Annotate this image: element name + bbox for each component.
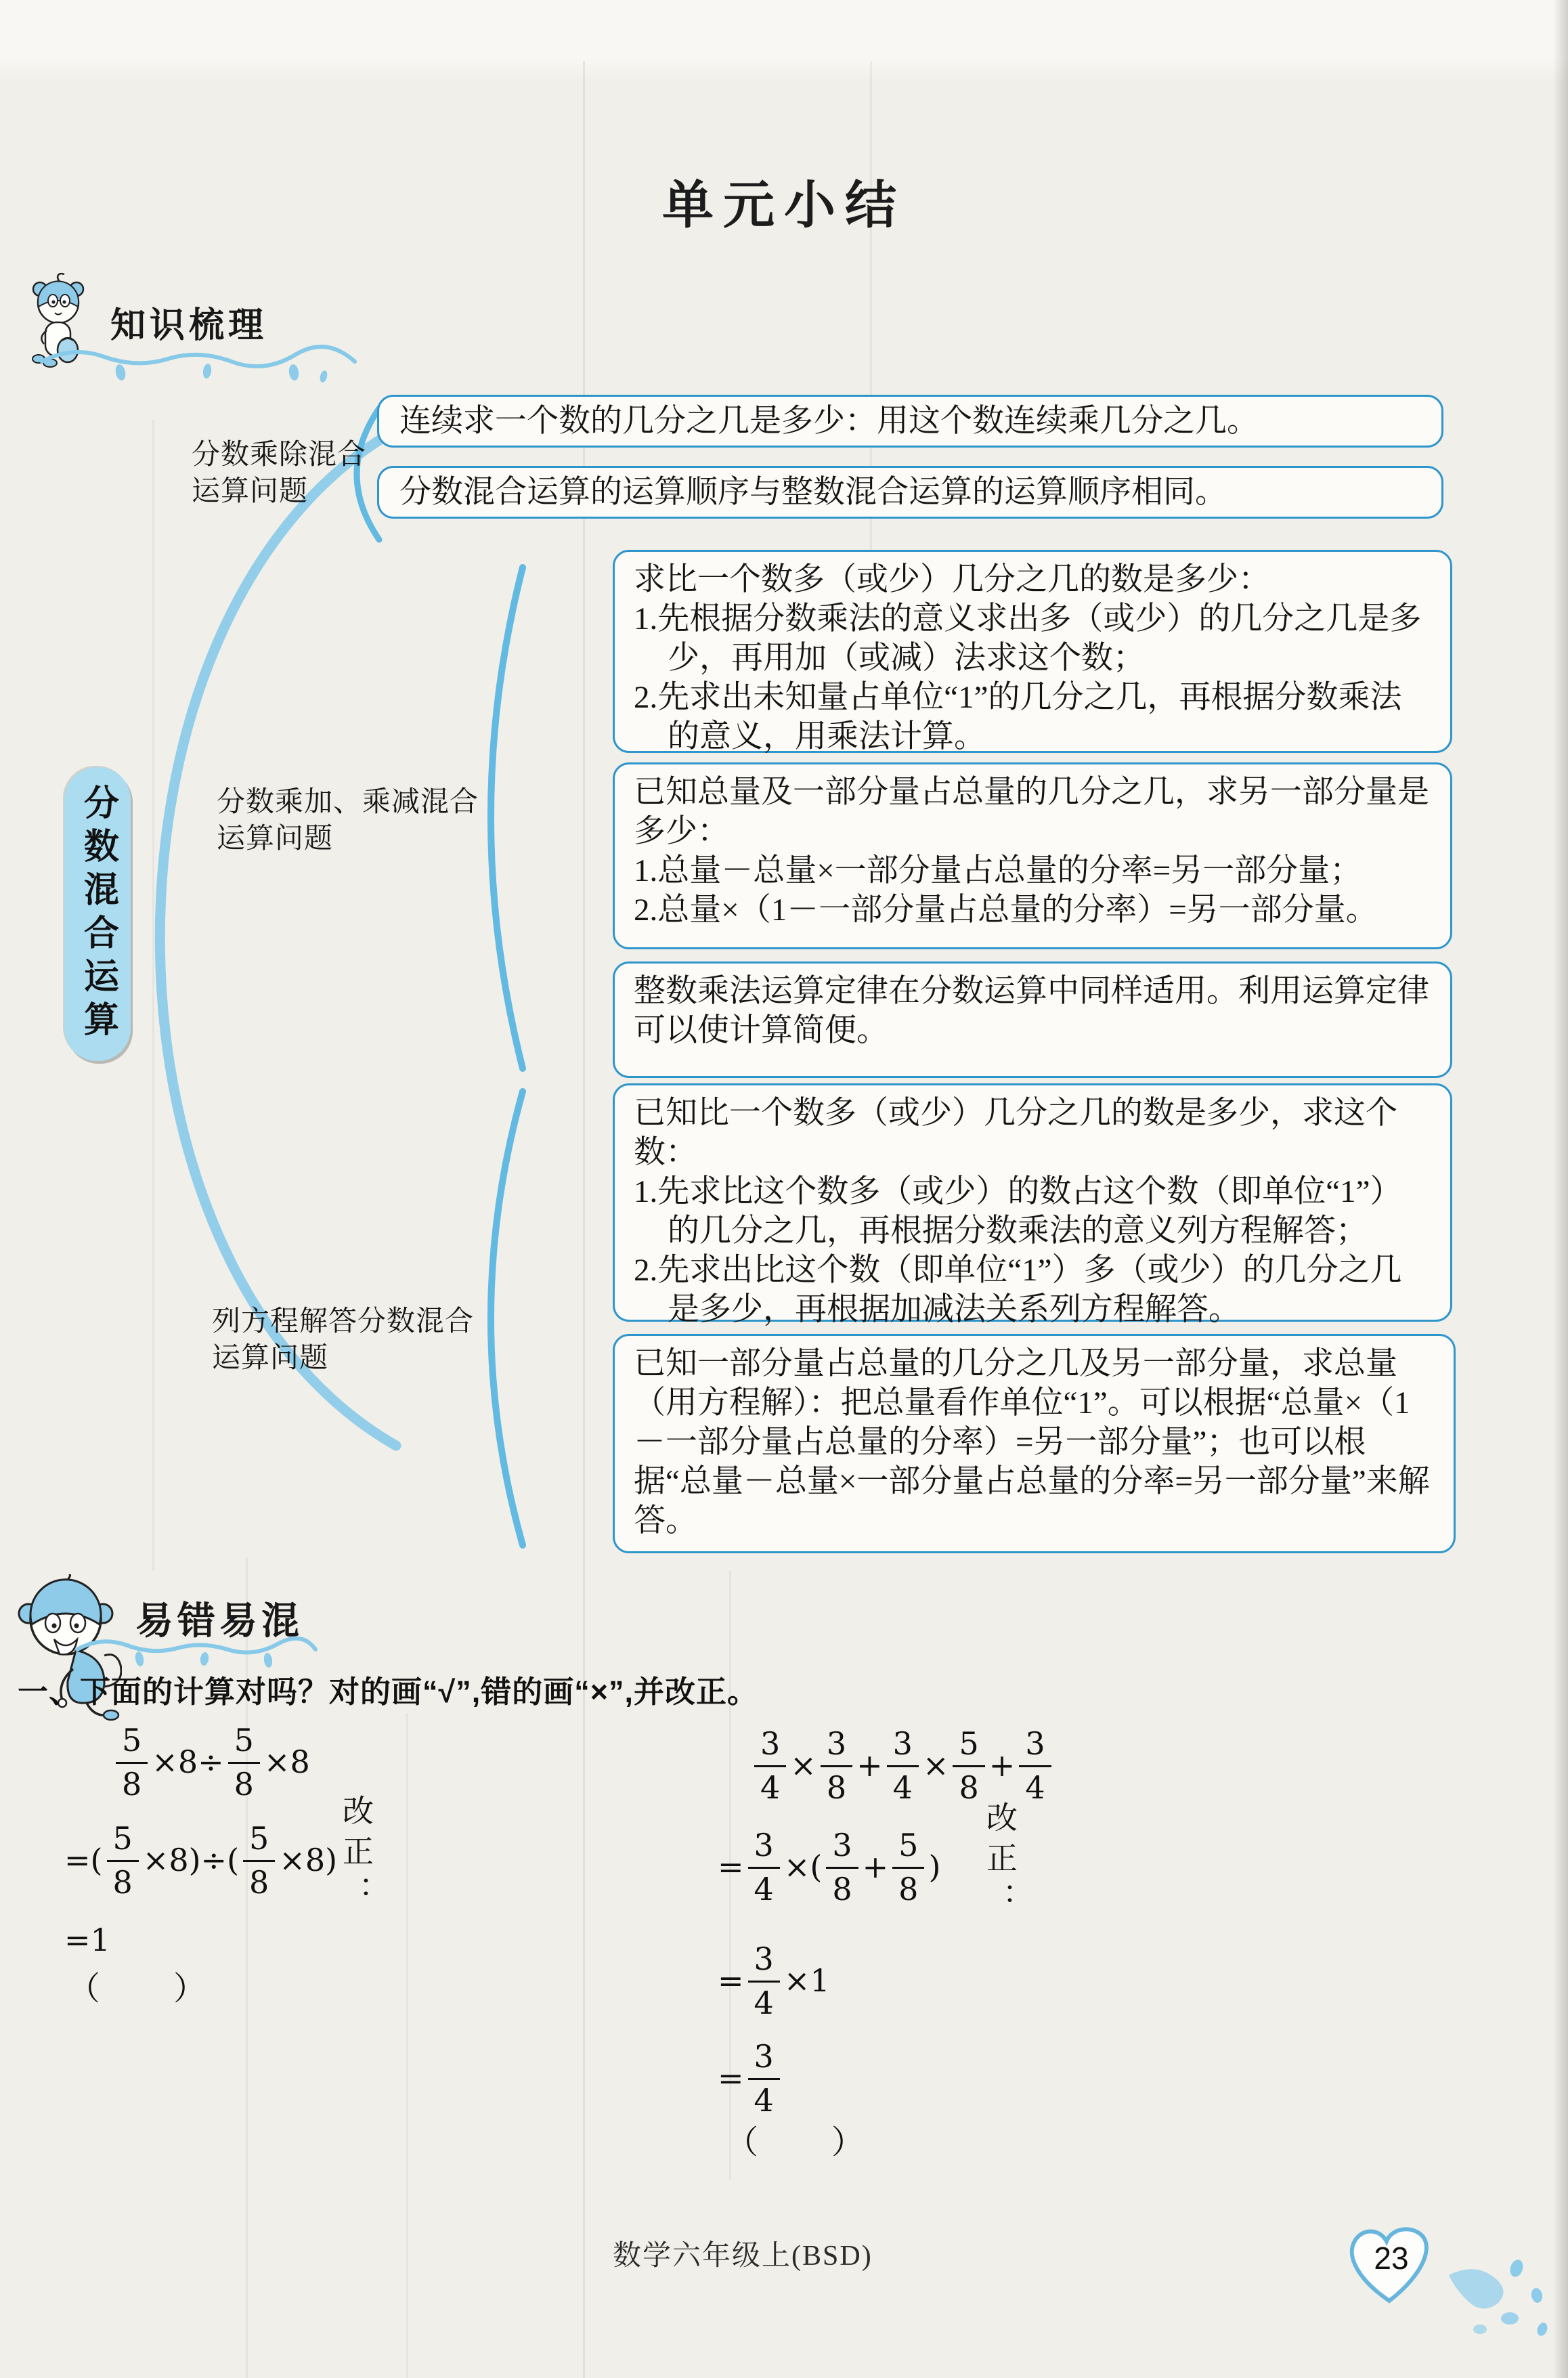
page-edge-shadow <box>1553 0 1568 2378</box>
wave-underline-icon <box>74 1630 318 1671</box>
concept-box-find-unit-number: 已知比一个数多（或少）几分之几的数是多少，求这个数： 1.先求比这个数多（或少）的数占这个数（即单位“1”）的几分之几，再根据分数乘法的意义列方程解答； 2.先求出比这个数（即单位“1”）多（或少）的几分之几是多少，再根据加减法关系列方程解答。 <box>613 1083 1452 1322</box>
problem2-line1: 3 4 × 3 8 + 3 4 × 5 8 + 3 4 <box>750 1727 1055 1803</box>
branch-label-multiply-divide: 分数乘除混合 运算问题 <box>192 439 367 507</box>
concept-box-operation-order: 分数混合运算的运算顺序与整数混合运算的运算顺序相同。 <box>377 466 1443 519</box>
concept-box-continuous-fraction: 连续求一个数的几分之几是多少：用这个数连续乘几分之几。 <box>377 395 1443 448</box>
problem2-correction-label: 改正： <box>982 1801 1017 1923</box>
problem2-line2: = 3 4 ×( 3 8 + 5 8 ) <box>718 1827 941 1907</box>
page-number: 23 <box>1374 2241 1409 2276</box>
page-title: 单元小结 <box>662 177 906 234</box>
problem2-line3: = 3 4 ×1 <box>718 1941 830 2021</box>
errors-section-header: 易错易混 <box>135 1599 303 1642</box>
scan-streak <box>406 1713 408 2378</box>
footer-book-title: 数学六年级上(BSD) <box>613 2241 873 2272</box>
scan-streak <box>152 420 154 1571</box>
branch-label-equation-solving: 列方程解答分数混合 运算问题 <box>212 1306 475 1374</box>
concept-box-multiplication-laws: 整数乘法运算定律在分数运算中同样适用。利用运算定律可以使计算简便。 <box>613 961 1452 1078</box>
knowledge-section-header: 知识梳理 <box>110 306 268 345</box>
problem2-line4: = 3 4 <box>718 2039 784 2116</box>
concept-box-find-total-equation: 已知一部分量占总量的几分之几及另一部分量，求总量（用方程解）：把总量看作单位“1”。可以根据“总量×（1－一部分量占总量的分率）=另一部分量”；也可以根据“总量－总量×一部分量占总量的分率=另一部分量”来解答。 <box>613 1334 1456 1553</box>
concept-box-more-or-less: 求比一个数多（或少）几分之几的数是多少： 1.先根据分数乘法的意义求出多（或少）的几分之几是多少，再用加（或减）法求这个数； 2.先求出未知量占单位“1”的几分之几，再根据分数乘法的意义，用乘法计算。 <box>613 550 1452 753</box>
mindmap-root-label: 分数混合运算 <box>78 784 117 1044</box>
exercise-question: 一、下面的计算对吗？对的画“√”,错的画“×”,并改正。 <box>18 1674 758 1709</box>
branch-label-multiply-add-subtract: 分数乘加、乘减混合 运算问题 <box>217 787 479 855</box>
concept-box-total-and-part: 已知总量及一部分量占总量的几分之几，求另一部分量是多少： 1.总量－总量×一部分量占总量的分率=另一部分量； 2.总量×（1－一部分量占总量的分率）=另一部分量。 <box>613 762 1452 949</box>
problem1-correction-label: 改正： <box>339 1794 373 1916</box>
problem1-line1: 5 8 ×8÷ 5 8 ×8 <box>112 1723 310 1800</box>
water-splash-icon <box>1435 2248 1564 2363</box>
mindmap-root-node <box>64 767 131 1061</box>
problem1-line2: =( 5 8 ×8)÷( 5 8 ×8) <box>64 1820 338 1901</box>
problem2-answer-blank: （ ） <box>726 2125 867 2161</box>
problem1-answer-blank: （ ） <box>68 1971 209 2007</box>
problem1-line3: =1 <box>64 1922 110 1958</box>
wave-underline-icon <box>39 339 357 386</box>
